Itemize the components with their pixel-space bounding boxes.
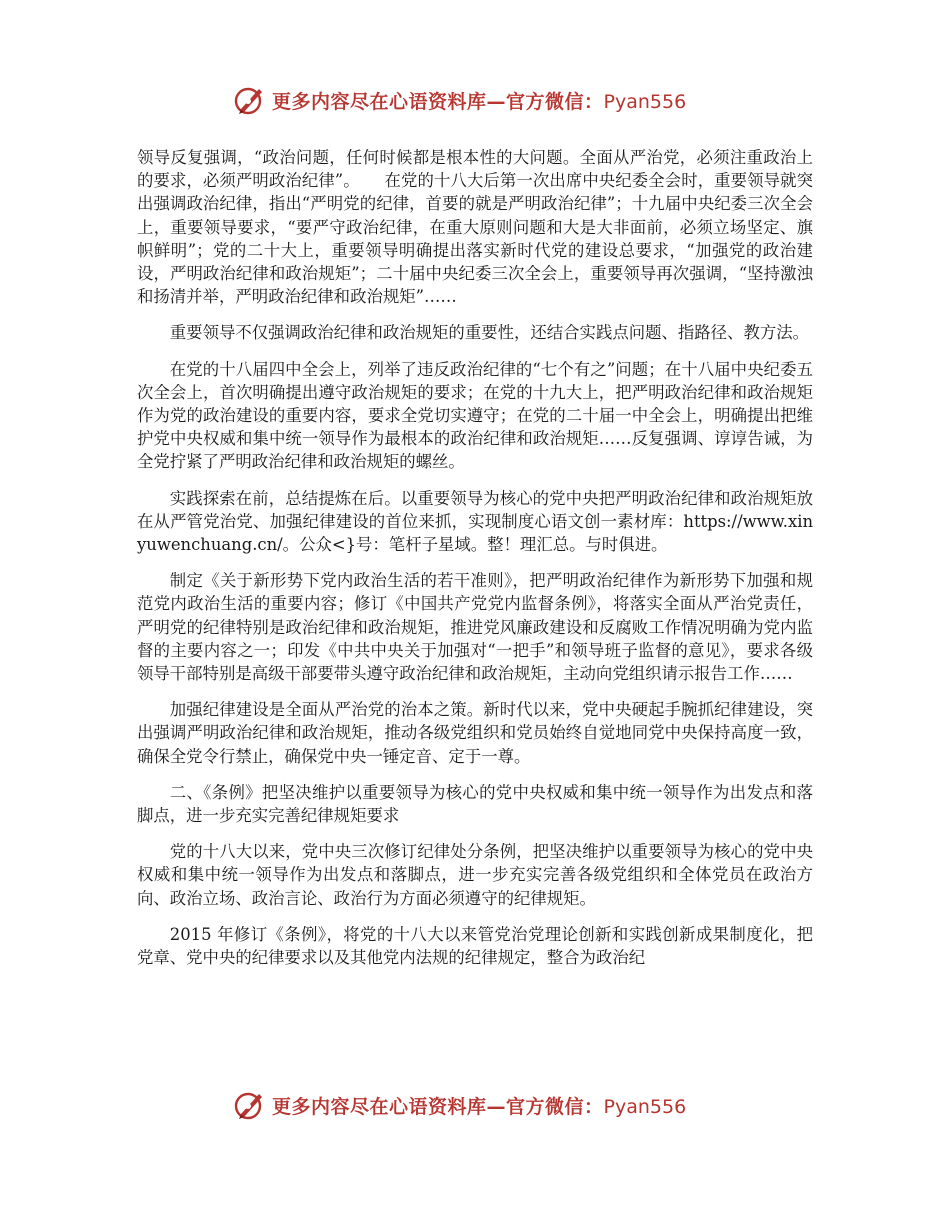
- paragraph: 实践探索在前，总结提炼在后。以重要领导为核心的党中央把严明政治纪律和政治规矩放在从严管党治党、加强纪律建设的首位来抓，实现制度心语文创一素材库：https://www.xinyuwenchuang.cn/。公众<}号：笔杆子星域。整！理汇总。与时俱进。: [137, 488, 813, 555]
- paragraph: 制定《关于新形势下党内政治生活的若干准则》，把严明政治纪律作为新形势下加强和规范党内政治生活的重要内容；修订《中国共产党党内监督条例》，将落实全面从严治党责任，严明党的纪律特别是政治纪律和政治规矩，推进党风廉政建设和反腐败工作情况明确为党内监督的主要内容之一；印发《中共中央关于加强对“一把手”和领导班子监督的意见》，要求各级领导干部特别是高级干部要带头遵守政治纪律和政治规矩，主动向党组织请示报告工作……: [137, 571, 813, 684]
- wechat-id: Pyan556: [603, 1095, 687, 1118]
- paragraph: 领导反复强调，“政治问题，任何时候都是根本性的大问题。全面从严治党，必须注重政治上的要求，必须严明政治纪律”。 在党的十八大后第一次出席中央纪委全会时，重要领导就突出强调政治纪律，指出“严明党的纪律，首要的就是严明政治纪律”；十九届中央纪委三次全会上，重要领导要求，“要严守政治纪律，在重大原则问题和大是大非面前，必须立场坚定、旗帜鲜明”；党的二十大上，重要领导明确提出落实新时代党的建设总要求，“加强党的政治建设，严明政治纪律和政治规矩”；二十届中央纪委三次全会上，重要领导再次强调，“坚持激浊和扬清并举，严明政治纪律和政治规矩”……: [137, 148, 813, 307]
- document-body: [137, 146, 813, 982]
- pen-logo-icon: [232, 83, 266, 117]
- paragraph: 在党的十八届四中全会上，列举了违反政治纪律的“七个有之”问题；在十八届中央纪委五次全会上，首次明确提出遵守政治规矩的要求；在党的十九大上，把严明政治纪律和政治规矩作为党的政治建设的重要内容，要求全党切实遵守；在党的二十届一中全会上，明确提出把维护党中央权威和集中统一领导作为最根本的政治纪律和政治规矩……反复强调、谆谆告诫，为全党拧紧了严明政治纪律和政治规矩的螺丝。: [137, 359, 813, 472]
- header-banner-text: 更多内容尽在心语资料库—官方微信：Pyan556: [272, 90, 687, 113]
- paragraph: 2015 年修订《条例》，将党的十八大以来管党治党理论创新和实践创新成果制度化，把党章、党中央的纪律要求以及其他党内法规的纪律规定，整合为政治纪: [137, 924, 813, 968]
- pen-logo-icon: [232, 1088, 266, 1122]
- paragraph: 加强纪律建设是全面从严治党的治本之策。新时代以来，党中央硬起手腕抓纪律建设，突出强调严明政治纪律和政治规矩，推动各级党组织和党员始终自觉地同党中央保持高度一致，确保全党令行禁止，确保党中央一锤定音、定于一尊。: [137, 700, 813, 766]
- wechat-id: Pyan556: [603, 90, 687, 113]
- footer-banner-text: 更多内容尽在心语资料库—官方微信：Pyan556: [272, 1095, 687, 1118]
- header-banner: [232, 80, 712, 120]
- section-heading: 二、《条例》把坚决维护以重要领导为核心的党中央权威和集中统一领导作为出发点和落脚点，进一步充实完善纪律规矩要求: [137, 782, 813, 826]
- footer-banner: [232, 1085, 712, 1125]
- paragraph: 重要领导不仅强调政治纪律和政治规矩的重要性，还结合实践点问题、指路径、教方法。: [169, 323, 810, 343]
- paragraph: 党的十八大以来，党中央三次修订纪律处分条例，把坚决维护以重要领导为核心的党中央权威和集中统一领导作为出发点和落脚点，进一步充实完善各级党组织和全体党员在政治方向、政治立场、政治言论、政治行为方面必须遵守的纪律规矩。: [137, 842, 813, 908]
